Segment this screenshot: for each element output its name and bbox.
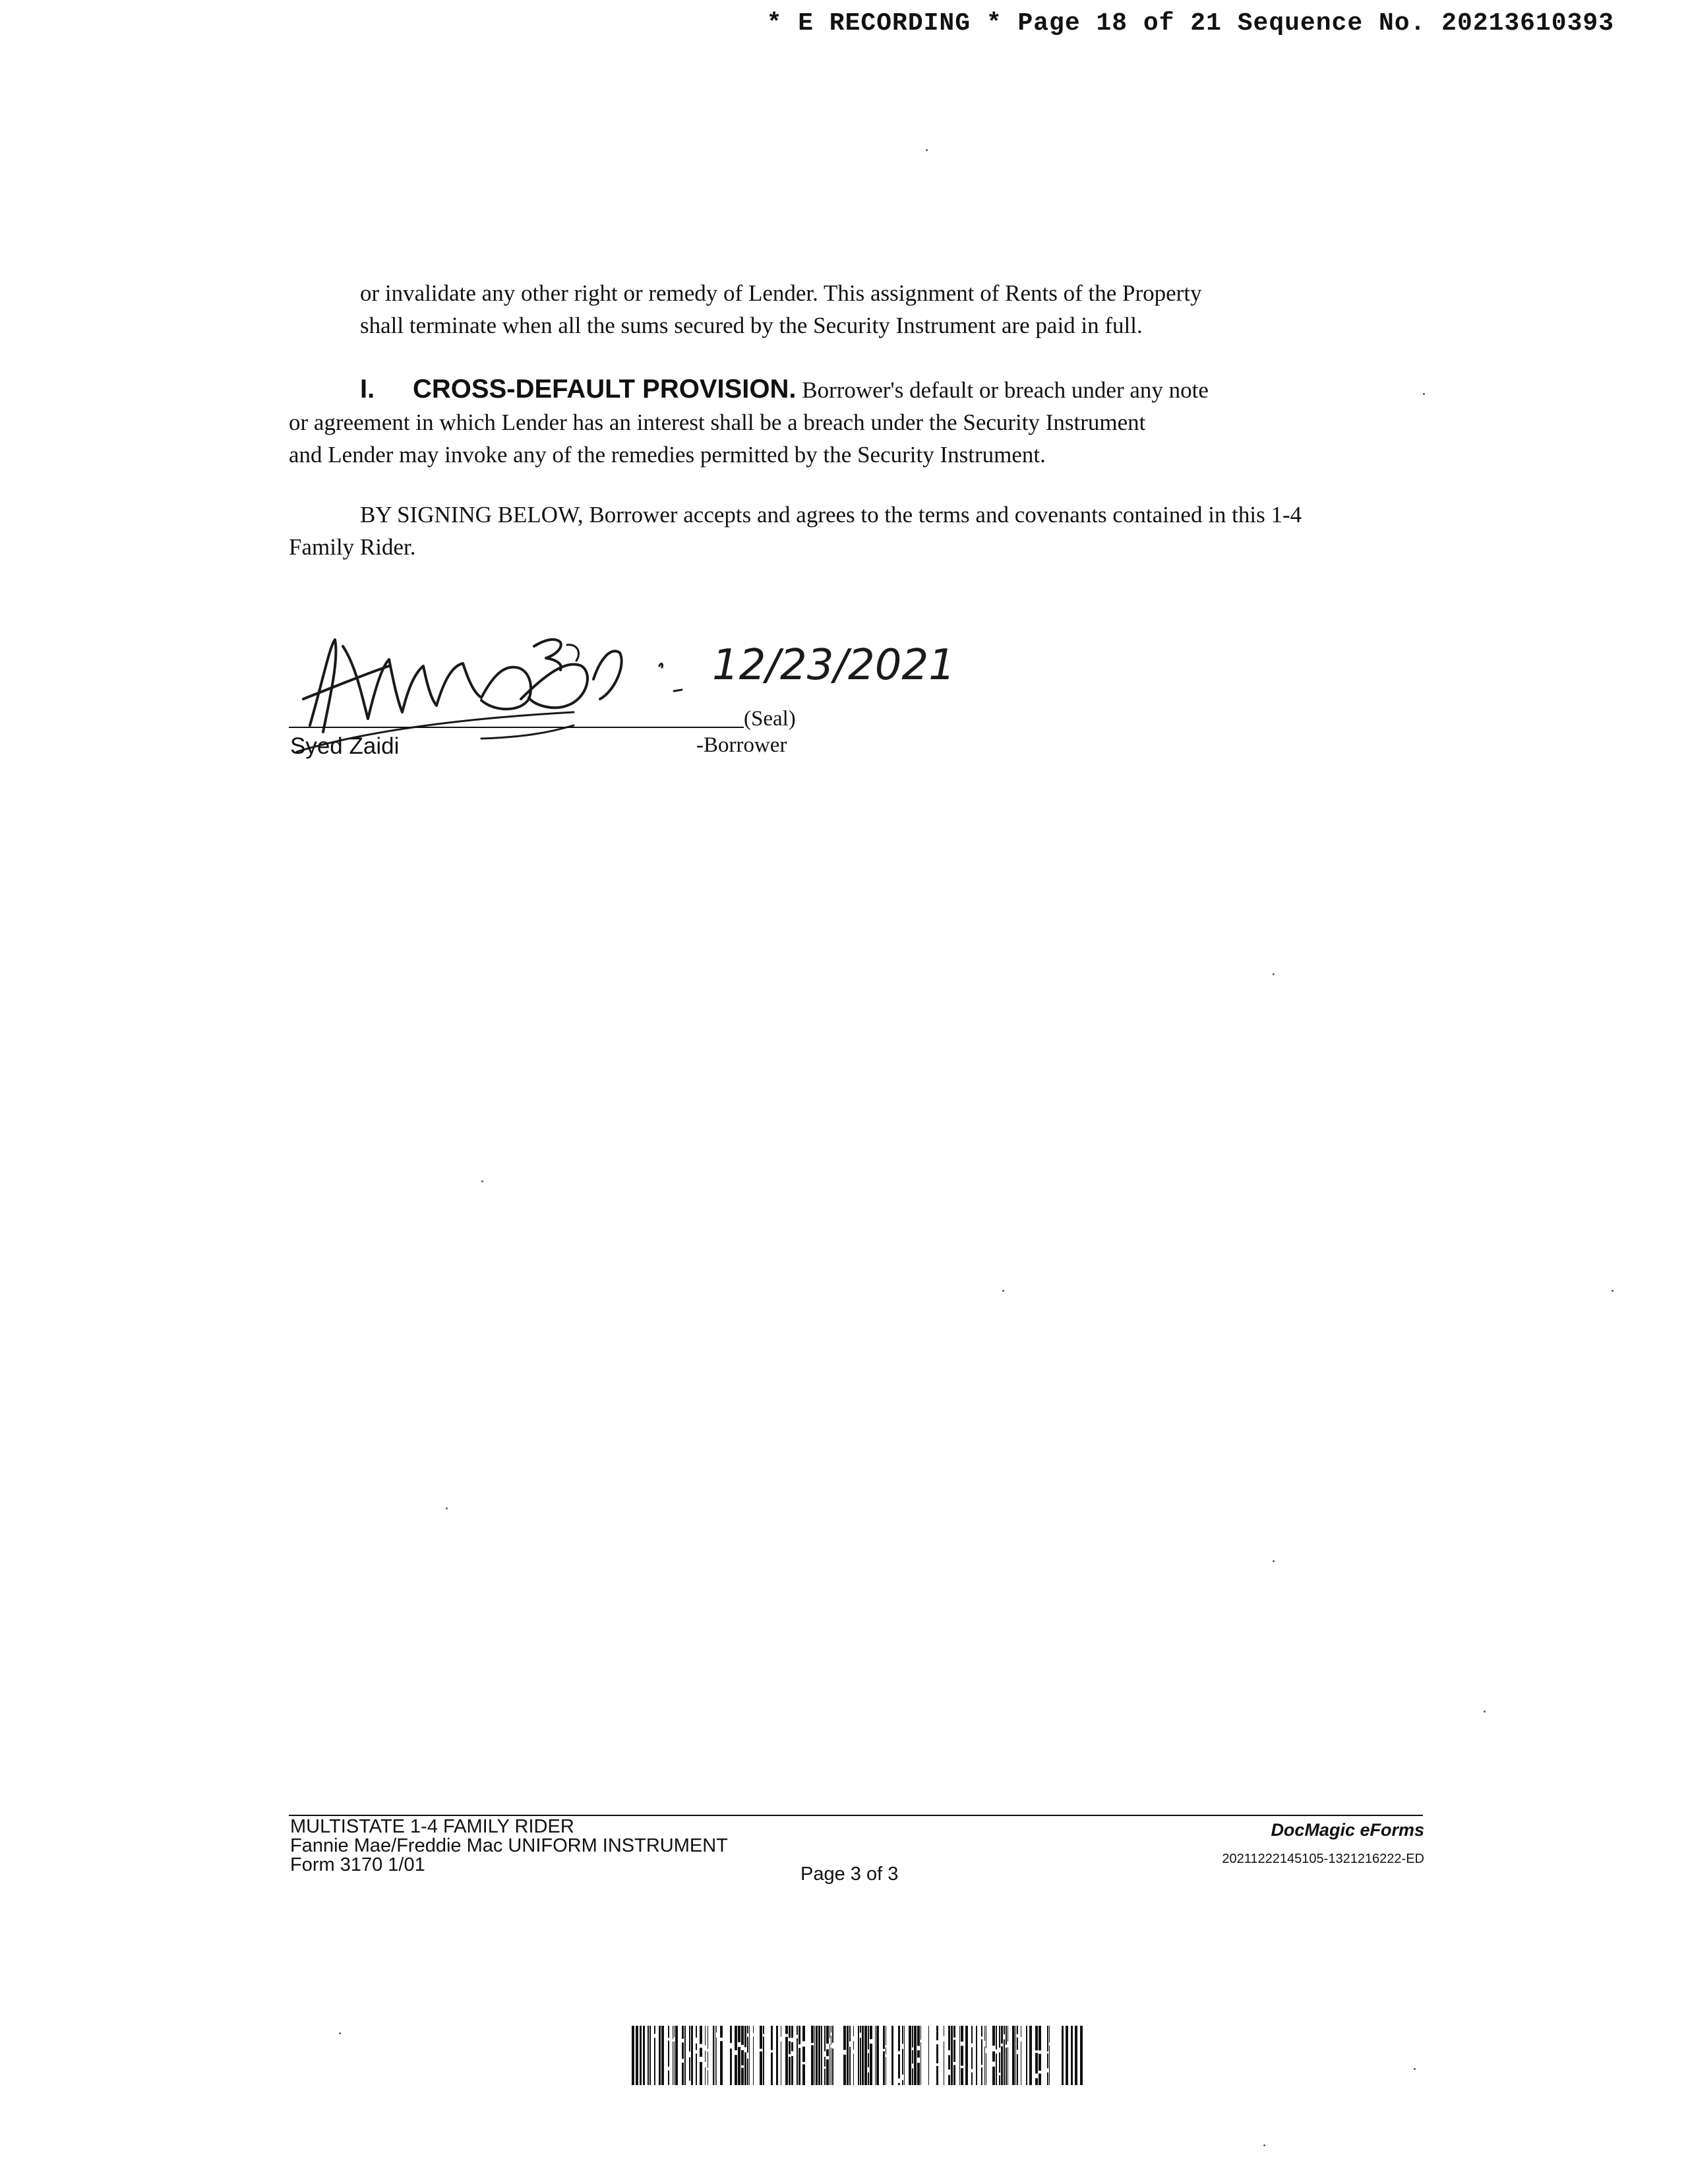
footer-form-title: MULTISTATE 1-4 FAMILY RIDER [290,1816,574,1837]
section-line-1: Borrower's default or breach under any note [802,377,1209,403]
closing-line-2: Family Rider. [289,534,416,560]
section-line-3: and Lender may invoke any of the remedies permitted by the Security Instrument. [289,442,1046,468]
section-number: I. [360,375,375,404]
scan-speck [481,1180,483,1182]
scan-speck [1263,2144,1265,2146]
scan-speck [1273,973,1275,975]
footer-page-number: Page 3 of 3 [800,1864,899,1885]
paragraph-rents [360,277,1362,342]
footer-brand-logo: DocMagic eForms [1271,1820,1424,1840]
closing-paragraph [289,499,1443,563]
footer-doc-code: 20211222145105-1321216222-ED [1222,1852,1424,1866]
scan-speck [1414,2068,1416,2070]
paragraph-rents-line-2: shall terminate when all the sums secured by the Security Instrument are paid in full. [360,313,1143,338]
closing-line-1: BY SIGNING BELOW, Borrower accepts and agrees to the terms and covenants contained in this 1-4 [360,502,1302,528]
footer-form-number: Form 3170 1/01 [290,1854,425,1875]
footer-form-info [290,1817,728,1875]
seal-label: (Seal) [744,707,796,731]
scan-speck [1484,1711,1486,1713]
paragraph-rents-line-1: or invalidate any other right or remedy of Lender. This assignment of Rents of the Property [360,280,1202,306]
borrower-role: -Borrower [696,733,787,757]
section-cross-default [289,373,1364,471]
scan-speck [1273,1560,1275,1562]
signature-line [289,727,744,728]
scan-speck [339,2032,341,2034]
footer-instrument: Fannie Mae/Freddie Mac UNIFORM INSTRUMENT [290,1835,728,1856]
scan-speck [1423,393,1425,395]
scan-speck [446,1507,448,1509]
recording-header: * E RECORDING * Page 18 of 21 Sequence No. 20213610393 [766,9,1614,38]
section-line-2: or agreement in which Lender has an interest shall be a breach under the Security Instrument [289,410,1146,435]
handwritten-date: 12/23/2021 [712,641,955,690]
section-title: CROSS-DEFAULT PROVISION. [413,375,797,404]
borrower-name: Syed Zaidi [290,733,400,759]
scan-speck [926,149,928,151]
scan-speck [1002,1290,1004,1292]
scan-speck [1612,1290,1613,1292]
barcode [632,2026,1087,2085]
